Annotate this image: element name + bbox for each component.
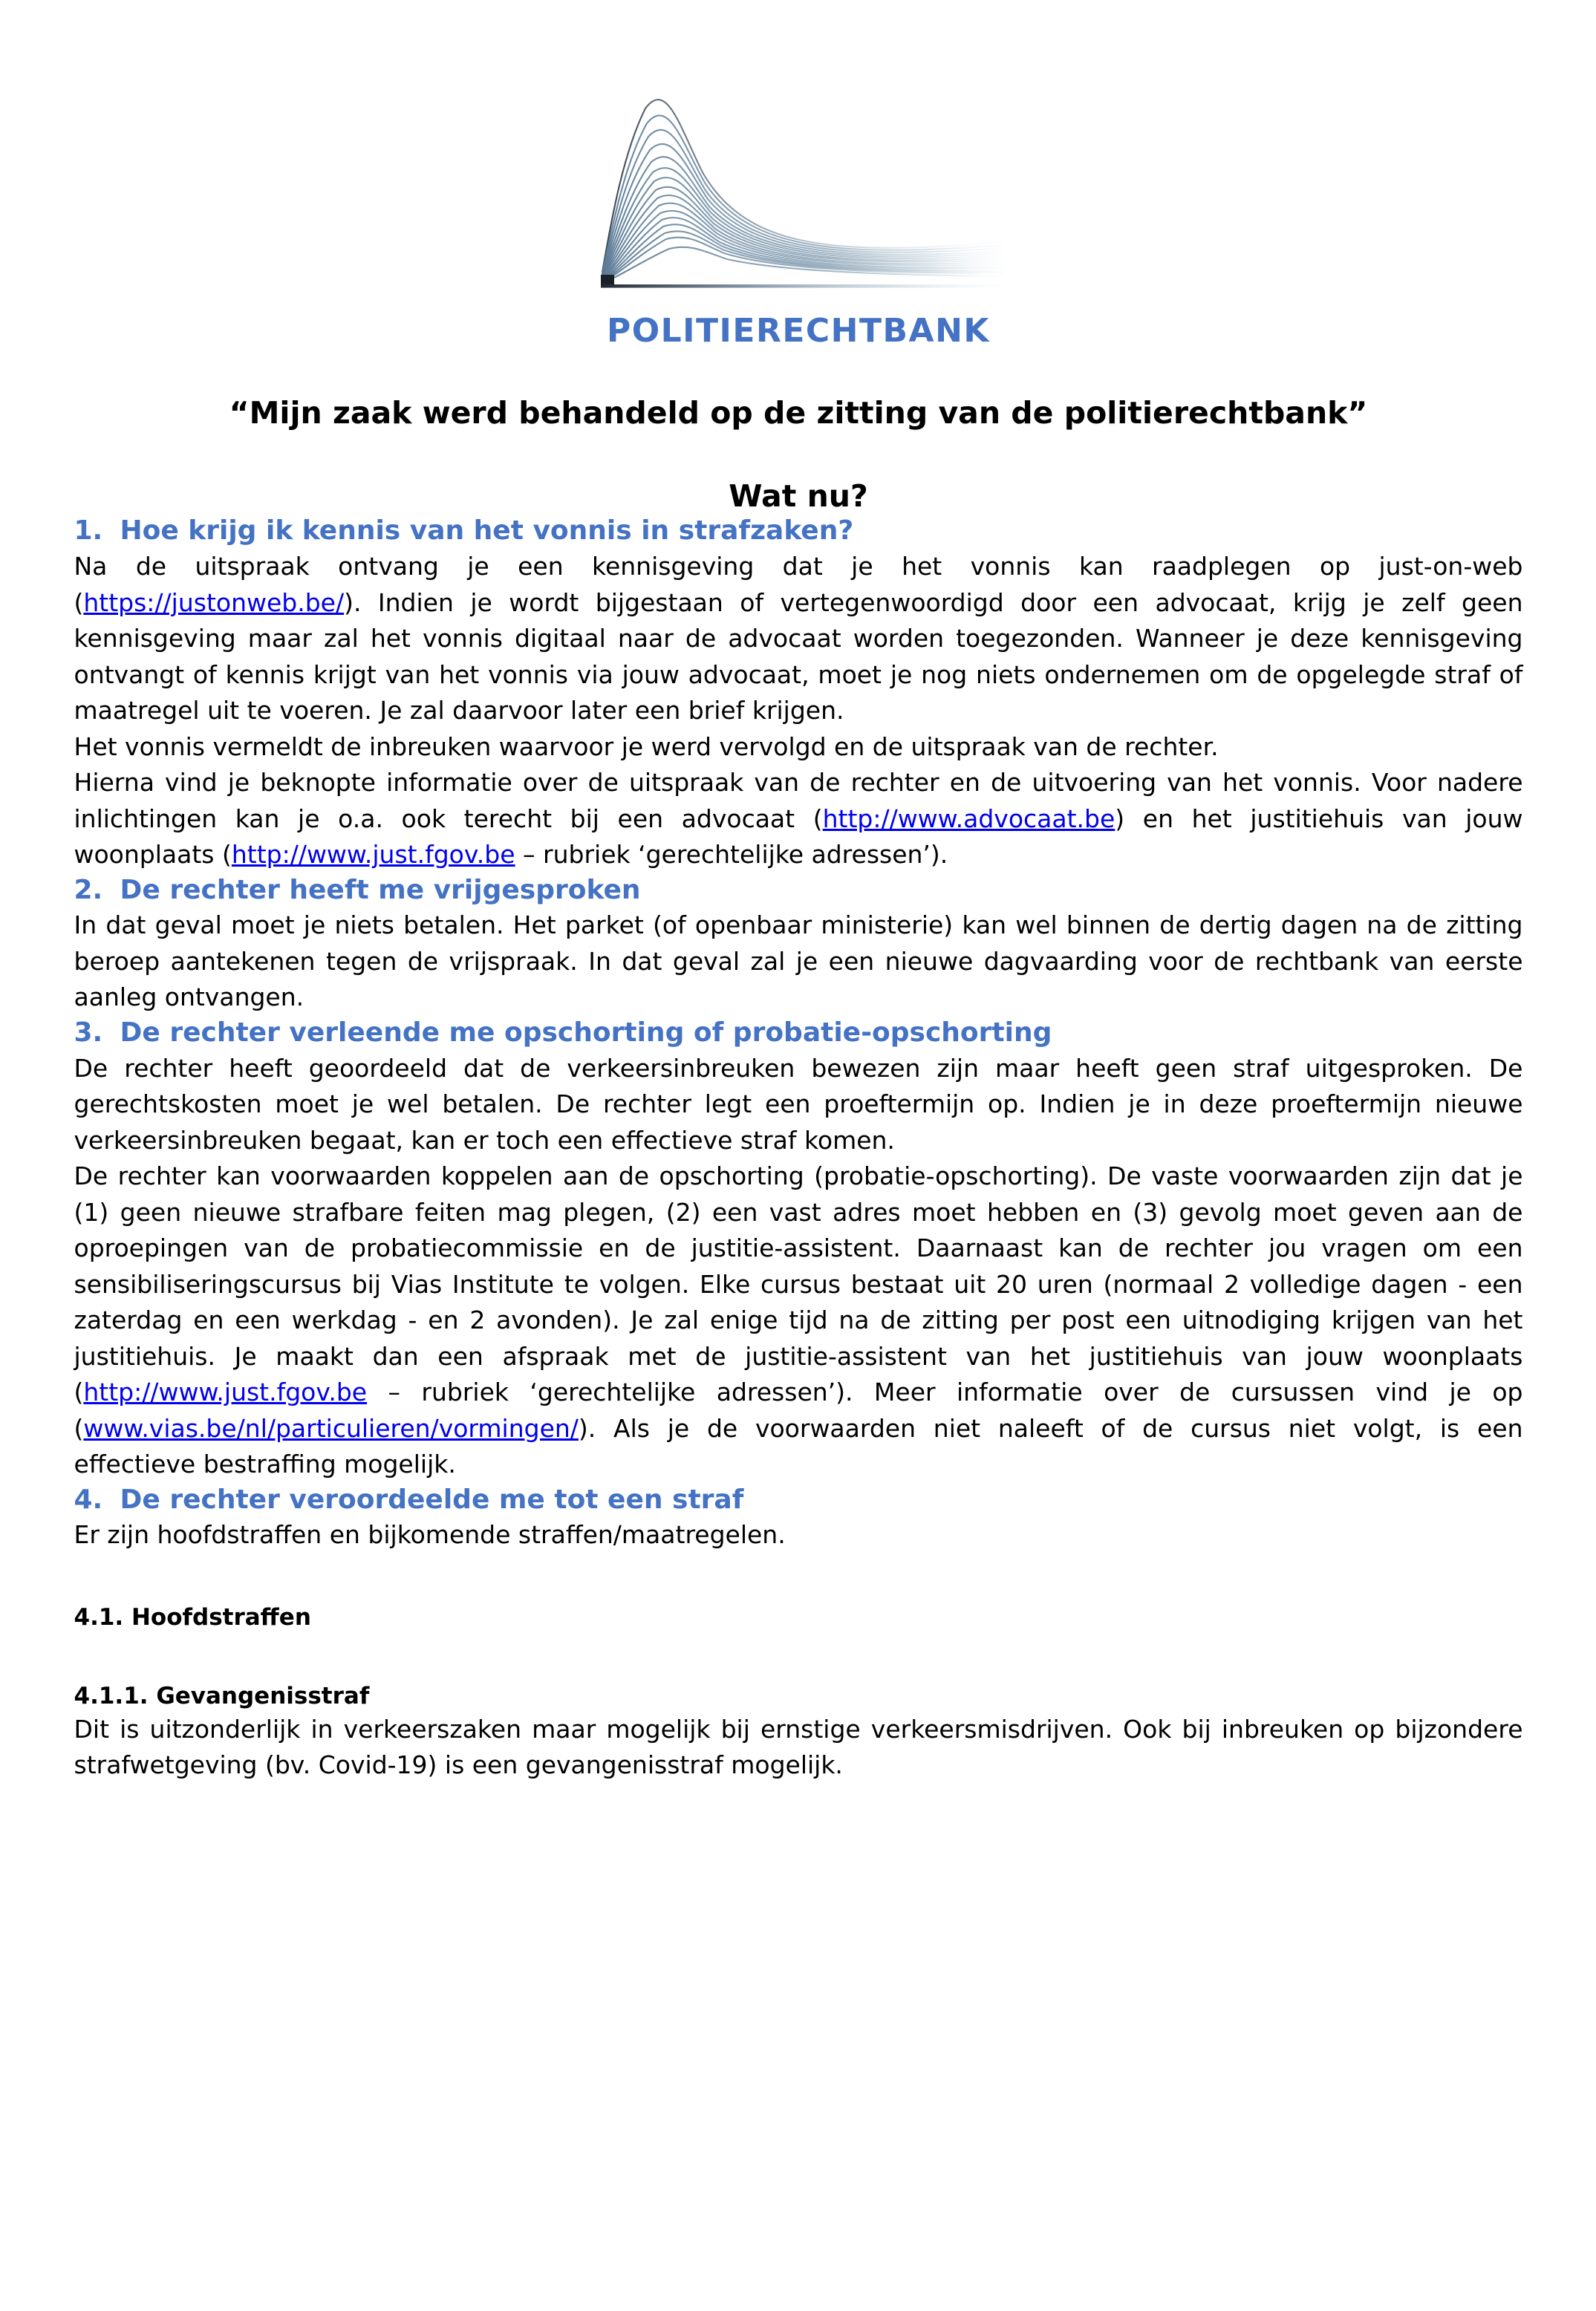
section-number: 4. [74,1484,103,1515]
document-title: “Mijn zaak werd behandeld op de zitting van de politierechtbank” [229,395,1368,431]
section-body-paragraph: Na de uitspraak ontvang je een kennisgeving dat je het vonnis kan raadplegen op just-on-web (https://justonweb.be/). Indien je wordt bijgestaan of vertegenwoordigd door een advocaat, krijg je zelf geen kennisgeving maar zal het vonnis digitaal naar de advocaat worden toegezonden. Wanneer je deze kennisgeving ontvangt of kennis krijgt van het vonnis via jouw advocaat, moet je nog niets ondernemen om de opgelegde straf of maatregel uit te voeren. Je zal daarvoor later een brief krijgen. [74,552,1523,726]
section-number: 3. [74,1017,103,1048]
subsection-body-paragraph: Dit is uitzonderlijk in verkeerszaken maar mogelijk bij ernstige verkeersmisdrijven. Ook bij inbreuken op bijzondere strafwetgeving (bv. Covid-19) is een gevangenisstraf mogelijk. [74,1714,1523,1780]
document-subtitle: Wat nu? [729,478,868,515]
section-body-paragraph: Het vonnis vermeldt de inbreuken waarvoor je werd vervolgd en de uitspraak van de rechter. [74,731,1219,761]
section-heading-3 [74,1016,1523,1051]
organisation-title: POLITIERECHTBANK [606,312,991,350]
section-heading-label: De rechter heeft me vrijgesproken [120,874,641,905]
section-body-paragraph: Er zijn hoofdstraffen en bijkomende straffen/maatregelen. [74,1520,786,1550]
section-body-paragraph: De rechter heeft geoordeeld dat de verkeersinbreuken bewezen zijn maar heeft geen straf uitgesproken. De gerechtskosten moet je wel betalen. De rechter legt een proeftermijn op. Indien je in deze proeftermijn nieuwe verkeersinbreuken begaat, kan er toch een effectieve straf komen. [74,1053,1523,1155]
subsection-heading: 4.1.1. Gevangenisstraf [74,1683,370,1710]
external-link[interactable]: http://www.just.fgov.be [231,840,515,870]
document-content [37,0,1560,1784]
section-heading-2 [74,873,1523,908]
section-heading-4 [74,1483,1523,1518]
section-body-paragraph: In dat geval moet je niets betalen. Het parket (of openbaar ministerie) kan wel binnen de dertig dagen na de zitting beroep aantekenen tegen de vrijspraak. In dat geval zal je een nieuwe dagvaarding voor de rechtbank van eerste aanleg ontvangen. [74,910,1523,1012]
justice-wave-logo-icon [590,88,1006,288]
section-heading-label: De rechter veroordeelde me tot een straf [120,1484,744,1515]
external-link[interactable]: www.vias.be/nl/particulieren/vormingen/ [83,1413,579,1443]
section-number: 1. [74,515,103,547]
sections-container [74,514,1523,1783]
external-link[interactable]: https://justonweb.be/ [83,587,345,617]
section-heading-1 [74,514,1523,549]
subsection-heading: 4.1. Hoofdstraffen [74,1603,311,1631]
section-number: 2. [74,874,103,905]
external-link[interactable]: http://www.just.fgov.be [83,1378,368,1407]
logo-block [74,0,1523,291]
external-link[interactable]: http://www.advocaat.be [822,804,1115,833]
section-body-paragraph: De rechter kan voorwaarden koppelen aan de opschorting (probatie-opschorting). De vaste voorwaarden zijn dat je (1) geen nieuwe strafbare feiten mag plegen, (2) een vast adres moet hebben en (3) gevolg moet geven aan de oproepingen van de probatiecommissie en de justitie-assistent. Daarnaast kan de rechter jou vragen om een sensibiliseringscursus bij Vias Institute te volgen. Elke cursus bestaat uit 20 uren (normaal 2 volledige dagen - een zaterdag en een werkdag - en 2 avonden). Je zal enige tijd na de zitting per post een uitnodiging krijgen van het justitiehuis. Je maakt dan een afspraak met de justitie-assistent van het justitiehuis van jouw woonplaats (http://www.just.fgov.be – rubriek ‘gerechtelijke adressen’). Meer informatie over de cursussen vind je op (www.vias.be/nl/particulieren/vormingen/). Als je de voorwaarden niet naleeft of de cursus niet volgt, is een effectieve bestraffing mogelijk. [74,1161,1523,1479]
section-heading-label: Hoe krijg ik kennis van het vonnis in strafzaken? [120,515,854,547]
section-heading-label: De rechter verleende me opschorting of probatie-opschorting [120,1017,1052,1048]
section-body-paragraph: Hierna vind je beknopte informatie over de uitspraak van de rechter en de uitvoering van het vonnis. Voor nadere inlichtingen kan je o.a. ook terecht bij een advocaat (http://www.advocaat.be) en het justitiehuis van jouw woonplaats (http://www.just.fgov.be – rubriek ‘gerechtelijke adressen’). [74,768,1523,870]
